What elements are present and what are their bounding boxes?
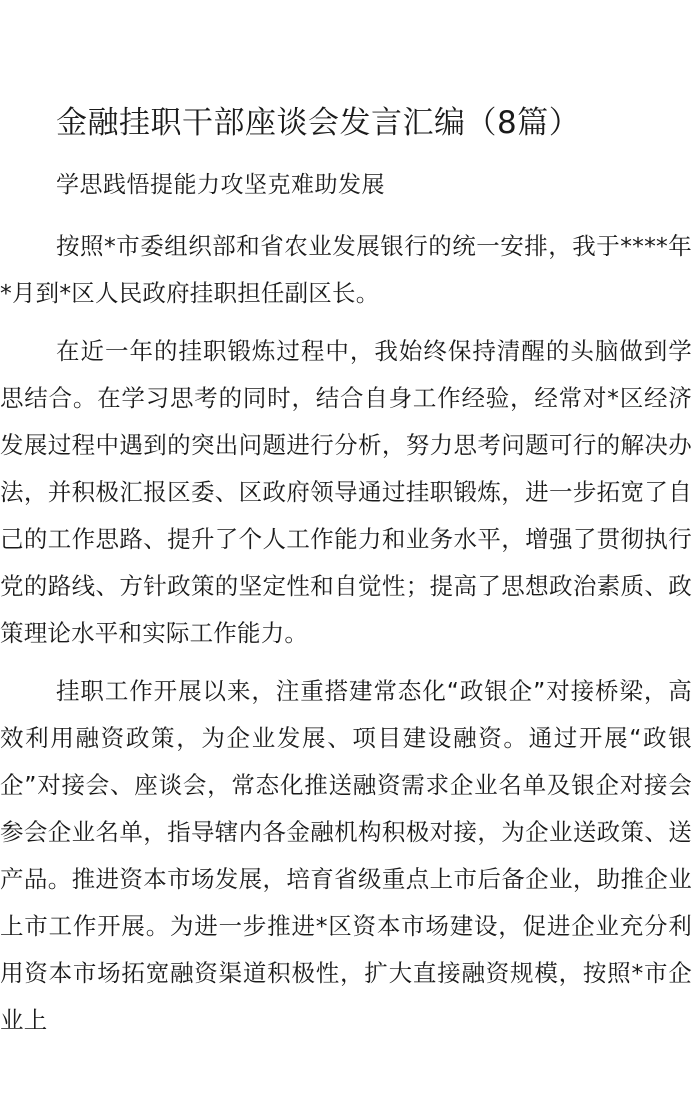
paragraph-2: 在近一年的挂职锻炼过程中，我始终保持清醒的头脑做到学思结合。在学习思考的同时，结合自身工作经验，经常对*区经济发展过程中遇到的突出问题进行分析，努力思考问题可行的解决办法，并积极汇报区委、区政府领导通过挂职锻炼，进一步拓宽了自己的工作思路、提升了个人工作能力和业务水平，增强了贯彻执行党的路线、方针政策的坚定性和自觉性；提高了思想政治素质、政策理论水平和实际工作能力。 — [0, 337, 692, 647]
paragraph-1: 按照*市委组织部和省农业发展银行的统一安排，我于****年*月到*区人民政府挂职担任副区长。 — [0, 232, 692, 307]
document-body — [0, 223, 692, 1055]
document-title: 金融挂职干部座谈会发言汇编（8篇） — [56, 105, 581, 141]
paragraph-3: 挂职工作开展以来，注重搭建常态化“政银企”对接桥梁，高效利用融资政策，为企业发展、项目建设融资。通过开展“政银企”对接会、座谈会，常态化推送融资需求企业名单及银企对接会参会企业名单，指导辖内各金融机构积极对接，为企业送政策、送产品。推进资本市场发展，培育省级重点上市后备企业，助推企业上市工作开展。为进一步推进*区资本市场建设，促进企业充分利用资本市场拓宽融资渠道积极性，扩大直接融资规模，按照*市企业上 — [0, 677, 692, 1034]
document-subtitle: 学思践悟提能力攻坚克难助发展 — [56, 172, 385, 198]
